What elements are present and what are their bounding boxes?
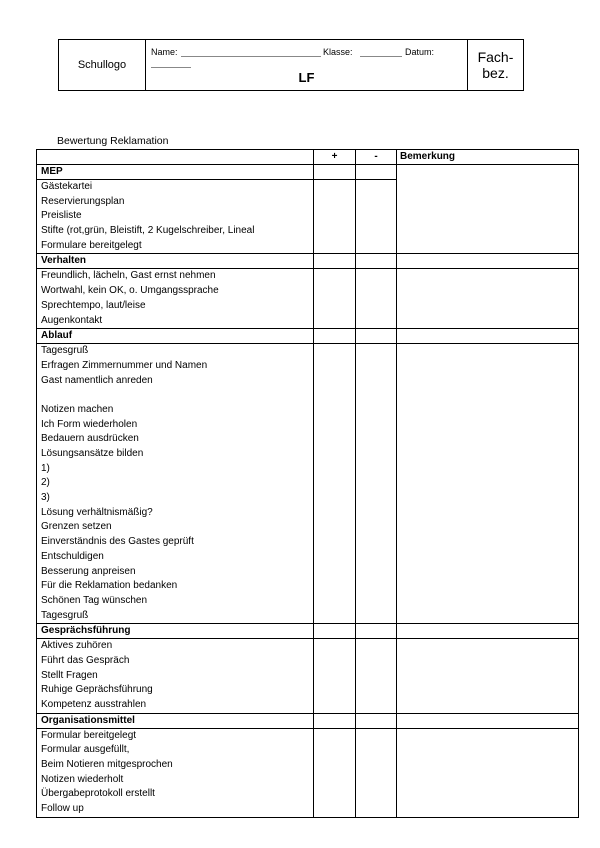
section-header-row	[37, 624, 579, 639]
criteria-item: Kompetenz ausstrahlen	[41, 699, 147, 710]
subject-label-line2: bez.	[482, 65, 509, 81]
class-label: Klasse:	[323, 47, 353, 57]
criteria-item: Lösungsansätze bilden	[41, 448, 144, 459]
criteria-item: Formular ausgefüllt,	[41, 744, 130, 756]
remark-cell[interactable]	[397, 728, 579, 817]
school-logo-placeholder	[59, 40, 146, 90]
minus-score-cell[interactable]	[356, 639, 397, 713]
section-header-minus-cell	[356, 254, 397, 269]
criteria-list	[37, 344, 314, 624]
criteria-item: Übergabeprotokoll erstellt	[41, 788, 155, 800]
criteria-item: Grenzen setzen	[41, 521, 112, 533]
plus-score-cell[interactable]	[314, 180, 356, 254]
criteria-item: Lösung verhältnismäßig?	[41, 506, 153, 518]
student-info-cell	[146, 40, 468, 90]
section-heading: Ablauf	[37, 329, 314, 344]
header-criteria	[37, 150, 314, 165]
minus-score-cell[interactable]	[356, 180, 397, 254]
section-body-row	[37, 344, 579, 624]
criteria-item: Reservierungsplan	[41, 195, 125, 207]
criteria-item: Erfragen Zimmernummer und Namen	[41, 359, 208, 371]
criteria-item: Formular bereitgelegt	[41, 729, 137, 741]
section-body-row	[37, 639, 579, 713]
section-header-minus-cell	[356, 713, 397, 728]
name-label: Name:	[151, 47, 178, 57]
criteria-item: Ruhige Geprächsführung	[41, 684, 153, 696]
plus-score-cell[interactable]	[314, 344, 356, 624]
section-heading: Gesprächsführung	[37, 624, 314, 639]
criteria-item: Schönen Tag wünschen	[41, 594, 148, 606]
criteria-item: Stifte (rot,grün, Bleistift, 2 Kugelschreiber, Lineal	[41, 225, 255, 237]
class-field[interactable]	[360, 56, 402, 57]
name-field[interactable]	[181, 56, 321, 57]
section-header-remark-cell	[397, 329, 579, 344]
criteria-item	[41, 388, 313, 403]
criteria-item: Aktives zuhören	[41, 640, 113, 652]
criteria-item: 2)	[41, 477, 50, 489]
criteria-list	[37, 728, 314, 817]
criteria-item: Bedauern ausdrücken	[41, 433, 139, 445]
plus-score-cell[interactable]	[314, 269, 356, 329]
plus-score-cell[interactable]	[314, 728, 356, 817]
criteria-item: Besserung anpreisen	[41, 565, 136, 577]
header-minus: -	[356, 150, 397, 165]
criteria-item: Tagesgruß	[41, 345, 89, 357]
criteria-item: Notizen machen	[41, 403, 114, 415]
section-header-minus-cell	[356, 624, 397, 639]
section-header-remark-cell	[397, 254, 579, 269]
section-body-row	[37, 728, 579, 817]
subject-cell	[468, 40, 523, 90]
date-field[interactable]	[151, 67, 191, 68]
plus-score-cell[interactable]	[314, 639, 356, 713]
criteria-item: Preisliste	[41, 210, 82, 222]
section-heading: Verhalten	[37, 254, 314, 269]
criteria-item: Augenkontakt	[41, 314, 103, 326]
criteria-item: Für die Reklamation bedanken	[41, 580, 178, 592]
document-title: Bewertung Reklamation	[57, 135, 169, 147]
criteria-item: Freundlich, lächeln, Gast ernst nehmen	[41, 270, 216, 282]
criteria-item: 3)	[41, 492, 50, 504]
section-header-plus-cell	[314, 713, 356, 728]
section-body-row	[37, 269, 579, 329]
section-header-remark-cell	[397, 624, 579, 639]
date-label: Datum:	[405, 47, 435, 57]
subject-label-line1: Fach-	[477, 49, 514, 65]
section-header-row	[37, 254, 579, 269]
minus-score-cell[interactable]	[356, 269, 397, 329]
section-header-row	[37, 165, 579, 180]
header-box	[58, 39, 524, 91]
section-header-minus-cell	[356, 165, 397, 180]
criteria-item: Führt das Gespräch	[41, 654, 130, 666]
minus-score-cell[interactable]	[356, 728, 397, 817]
criteria-item: Sprechtempo, laut/leise	[41, 299, 146, 311]
remark-cell[interactable]	[397, 269, 579, 329]
criteria-item: Formulare bereitgelegt	[41, 239, 142, 251]
remark-cell[interactable]	[397, 344, 579, 624]
criteria-item: Gästekartei	[41, 181, 93, 192]
criteria-list	[37, 639, 314, 713]
evaluation-table	[36, 149, 579, 818]
criteria-item: Beim Notieren mitgesprochen	[41, 759, 173, 771]
section-header-remark-cell	[397, 713, 579, 728]
criteria-item: Tagesgruß	[41, 609, 89, 621]
header-remark: Bemerkung	[397, 150, 579, 165]
section-heading: Organisationsmittel	[37, 713, 314, 728]
section-header-minus-cell	[356, 329, 397, 344]
criteria-item: Wortwahl, kein OK, o. Umgangssprache	[41, 285, 219, 297]
section-header-plus-cell	[314, 329, 356, 344]
school-logo-text: Schullogo	[77, 59, 127, 71]
criteria-item: Stellt Fragen	[41, 669, 98, 681]
section-heading: MEP	[37, 165, 314, 180]
criteria-item: Follow up	[41, 803, 84, 815]
criteria-item: Ich Form wiederholen	[41, 418, 138, 430]
criteria-list	[37, 180, 314, 254]
remark-mep-cell[interactable]	[397, 165, 579, 254]
section-header-plus-cell	[314, 254, 356, 269]
remark-cell[interactable]	[397, 639, 579, 713]
criteria-item: Notizen wiederholt	[41, 773, 124, 785]
section-header-row	[37, 329, 579, 344]
criteria-list	[37, 269, 314, 329]
learning-field-label: LF	[298, 70, 315, 85]
section-header-row	[37, 713, 579, 728]
minus-score-cell[interactable]	[356, 344, 397, 624]
criteria-item: Einverständnis des Gastes geprüft	[41, 536, 194, 548]
criteria-item: Gast namentlich anreden	[41, 374, 153, 386]
criteria-item: Entschuldigen	[41, 550, 104, 562]
criteria-item: 1)	[41, 462, 50, 474]
header-plus: +	[314, 150, 356, 165]
section-header-plus-cell	[314, 624, 356, 639]
section-header-plus-cell	[314, 165, 356, 180]
